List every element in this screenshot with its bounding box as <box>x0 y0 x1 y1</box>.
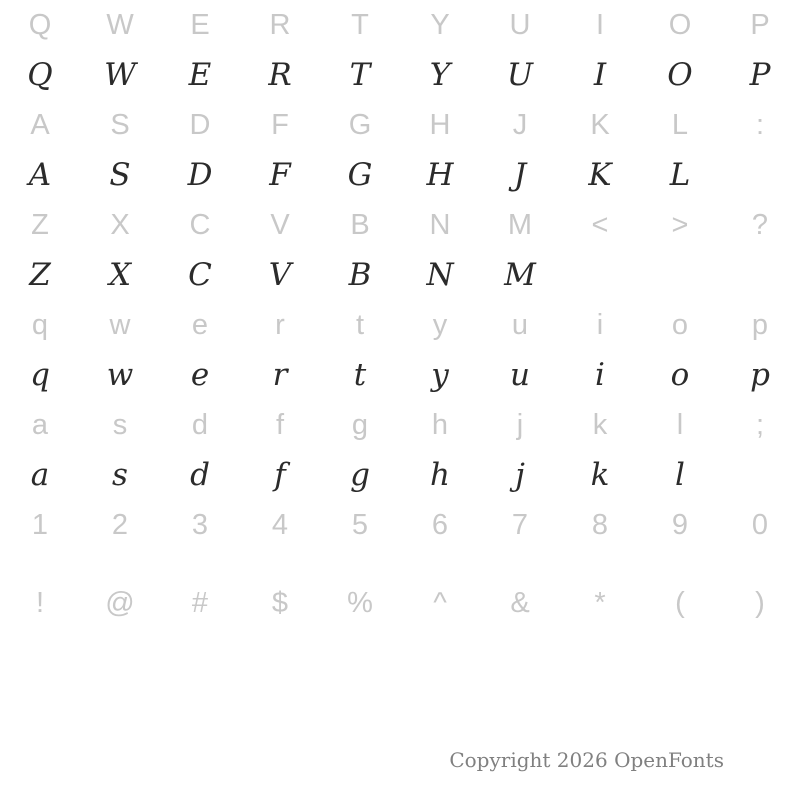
key-glyph: o <box>671 308 689 341</box>
sample-glyph: W <box>104 56 136 93</box>
sample-glyph: X <box>108 256 132 293</box>
sample-glyph: H <box>426 156 454 193</box>
sample-glyph: i <box>595 356 605 393</box>
key-glyph: Y <box>430 8 450 41</box>
key-glyph: # <box>191 586 209 619</box>
sample-glyph: O <box>667 56 693 93</box>
sample-glyph: r <box>272 356 288 393</box>
key-glyph: s <box>112 408 128 441</box>
key-glyph: w <box>109 308 131 341</box>
key-glyph: 1 <box>31 508 49 541</box>
sample-glyph: F <box>269 156 291 193</box>
sample-row-upper-1 <box>0 50 800 100</box>
sample-glyph: A <box>28 156 52 193</box>
key-row-lower-2 <box>0 400 800 450</box>
key-glyph: f <box>275 408 285 441</box>
key-glyph: q <box>31 308 49 341</box>
sample-glyph: P <box>749 56 771 93</box>
sample-glyph: a <box>30 456 50 493</box>
key-glyph: L <box>671 108 689 141</box>
row-spacer <box>0 550 800 578</box>
key-glyph: 8 <box>591 508 609 541</box>
key-glyph: P <box>750 8 770 41</box>
key-glyph: u <box>511 308 529 341</box>
key-glyph: y <box>432 308 448 341</box>
key-glyph: U <box>509 8 531 41</box>
copyright-notice: Copyright 2026 OpenFonts <box>449 748 724 772</box>
key-glyph: 0 <box>751 508 769 541</box>
key-glyph: & <box>510 586 530 619</box>
key-glyph: k <box>592 408 608 441</box>
key-glyph: e <box>191 308 209 341</box>
sample-glyph: p <box>750 356 770 393</box>
key-glyph: D <box>189 108 211 141</box>
sample-row-lower-1 <box>0 350 800 400</box>
key-glyph: B <box>350 208 370 241</box>
glyph-group-digits <box>0 500 800 578</box>
key-glyph: d <box>191 408 209 441</box>
sample-glyph: y <box>431 356 449 393</box>
sample-glyph: M <box>504 256 536 293</box>
sample-glyph: T <box>349 56 371 93</box>
key-glyph: t <box>355 308 365 341</box>
key-glyph: i <box>596 308 604 341</box>
key-glyph: H <box>429 108 451 141</box>
key-glyph: 5 <box>351 508 369 541</box>
sample-glyph: e <box>190 356 210 393</box>
key-glyph: I <box>595 8 605 41</box>
glyph-group-upper-2 <box>0 100 800 200</box>
sample-glyph: N <box>426 256 454 293</box>
key-row-upper-2 <box>0 100 800 150</box>
key-glyph: E <box>190 8 210 41</box>
key-glyph: A <box>30 108 50 141</box>
key-glyph: g <box>351 408 369 441</box>
key-glyph: 7 <box>511 508 529 541</box>
key-glyph: 9 <box>671 508 689 541</box>
key-row-symbols <box>0 578 800 628</box>
sample-row-lower-2 <box>0 450 800 500</box>
key-glyph: : <box>755 108 765 141</box>
sample-glyph: w <box>106 356 134 393</box>
key-glyph: F <box>271 108 289 141</box>
sample-glyph: h <box>430 456 450 493</box>
sample-glyph: I <box>593 56 607 93</box>
sample-glyph: d <box>190 456 210 493</box>
key-glyph: ? <box>751 208 769 241</box>
sample-glyph: C <box>188 256 212 293</box>
key-glyph: R <box>269 8 291 41</box>
key-glyph: $ <box>271 586 289 619</box>
sample-glyph: U <box>506 56 534 93</box>
key-glyph: 4 <box>271 508 289 541</box>
key-glyph: S <box>110 108 130 141</box>
sample-glyph: j <box>515 456 525 493</box>
sample-glyph: t <box>353 356 367 393</box>
key-glyph: X <box>110 208 130 241</box>
key-glyph: 2 <box>111 508 129 541</box>
key-glyph: j <box>516 408 524 441</box>
sample-glyph: Y <box>429 56 451 93</box>
key-glyph: N <box>429 208 451 241</box>
key-glyph: 3 <box>191 508 209 541</box>
sample-glyph: B <box>348 256 372 293</box>
key-glyph: ^ <box>433 586 447 619</box>
sample-glyph: K <box>588 156 612 193</box>
sample-glyph: s <box>112 456 128 493</box>
key-glyph: h <box>431 408 449 441</box>
glyph-group-upper-3 <box>0 200 800 300</box>
key-row-lower-1 <box>0 300 800 350</box>
key-glyph: Z <box>31 208 49 241</box>
sample-glyph: q <box>30 356 50 393</box>
glyph-group-lower-2 <box>0 400 800 500</box>
sample-glyph: g <box>350 456 370 493</box>
glyph-group-upper-1 <box>0 0 800 100</box>
sample-glyph: k <box>590 456 610 493</box>
glyph-group-lower-1 <box>0 300 800 400</box>
sample-glyph: R <box>268 56 292 93</box>
sample-glyph: L <box>669 156 691 193</box>
key-glyph: * <box>594 586 606 619</box>
key-glyph: G <box>348 108 372 141</box>
key-glyph: p <box>751 308 769 341</box>
key-glyph: % <box>347 586 373 619</box>
sample-glyph: l <box>675 456 685 493</box>
key-glyph: ) <box>755 586 765 619</box>
sample-row-upper-3 <box>0 250 800 300</box>
key-glyph: < <box>591 208 609 241</box>
key-glyph: T <box>351 8 369 41</box>
sample-glyph: V <box>268 256 292 293</box>
key-glyph: ! <box>35 586 45 619</box>
key-glyph: r <box>275 308 285 341</box>
key-row-upper-1 <box>0 0 800 50</box>
sample-glyph: Q <box>27 56 53 93</box>
sample-glyph: G <box>347 156 373 193</box>
key-glyph: W <box>106 8 134 41</box>
sample-glyph: E <box>188 56 212 93</box>
sample-glyph: J <box>513 156 527 193</box>
key-glyph: l <box>676 408 684 441</box>
key-glyph: Q <box>28 8 52 41</box>
key-glyph: V <box>270 208 290 241</box>
sample-row-upper-2 <box>0 150 800 200</box>
key-glyph: > <box>671 208 689 241</box>
key-glyph: O <box>668 8 692 41</box>
key-glyph: ( <box>675 586 685 619</box>
glyph-group-symbols <box>0 578 800 628</box>
key-glyph: a <box>31 408 49 441</box>
key-glyph: M <box>507 208 533 241</box>
sample-glyph: f <box>274 456 286 493</box>
sample-glyph: D <box>187 156 213 193</box>
key-glyph: 6 <box>431 508 449 541</box>
sample-glyph: o <box>670 356 690 393</box>
key-glyph: @ <box>105 586 135 619</box>
sample-glyph: Z <box>29 256 51 293</box>
key-row-upper-3 <box>0 200 800 250</box>
sample-glyph: S <box>109 156 131 193</box>
key-glyph: K <box>590 108 610 141</box>
key-glyph: C <box>189 208 211 241</box>
key-row-digits <box>0 500 800 550</box>
sample-glyph: u <box>510 356 530 393</box>
key-glyph: ; <box>755 408 765 441</box>
key-glyph: J <box>512 108 528 141</box>
